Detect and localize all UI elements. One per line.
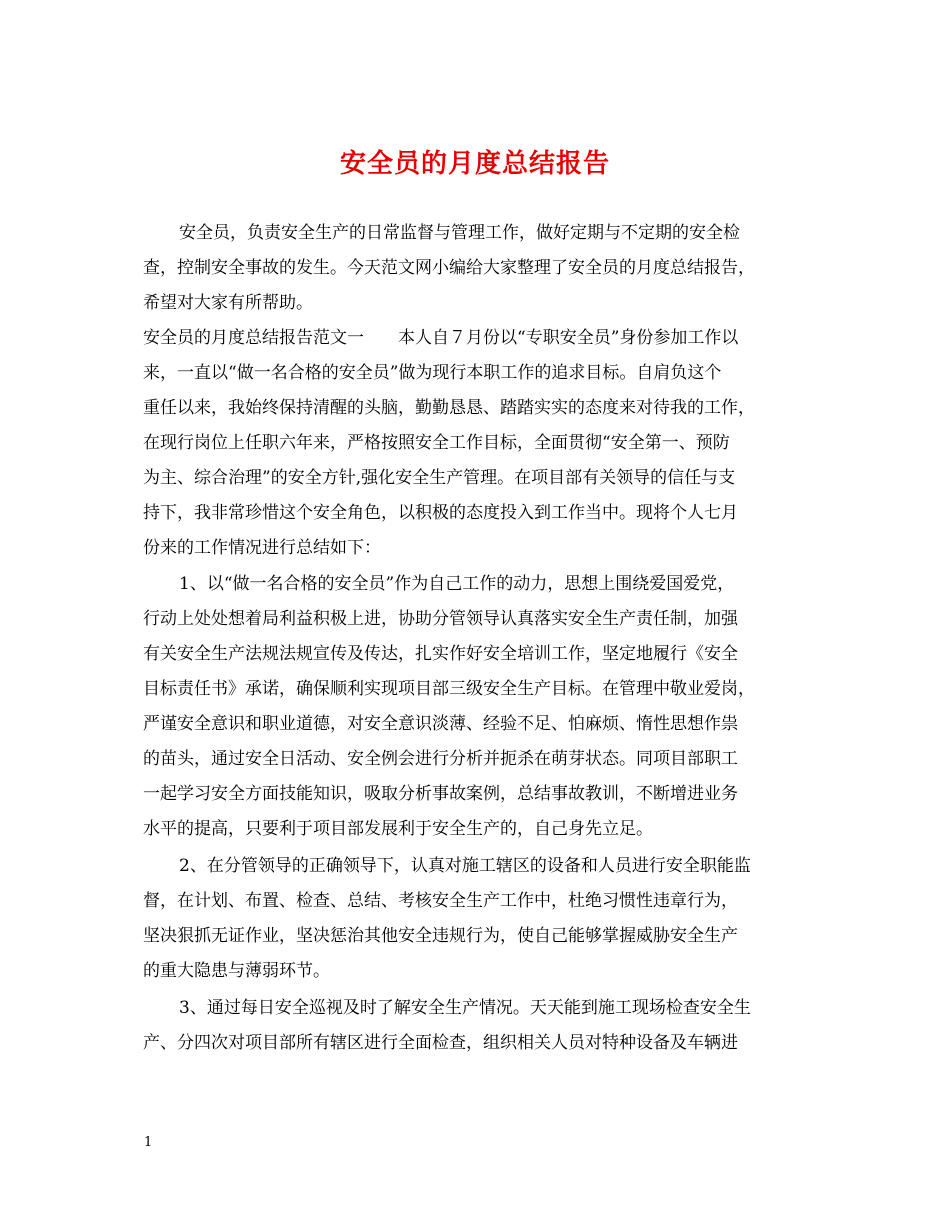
paragraph-line: 在现行岗位上任职六年来，严格按照安全工作目标，全面贯彻“安全第一、预防 — [143, 433, 730, 453]
paragraph-line: 督，在计划、布置、检查、总结、考核安全生产工作中，杜绝习惯性违章行为， — [143, 891, 738, 911]
paragraph-line: 坚决狠抓无证作业，坚决惩治其他安全违规行为，使自己能够掌握威胁安全生产 — [143, 926, 738, 946]
paragraph-line: 份来的工作情况进行总结如下： — [143, 538, 381, 558]
paragraph-line: 严谨安全意识和职业道德，对安全意识淡薄、经验不足、怕麻烦、惰性思想作祟 — [143, 714, 738, 734]
paragraph-line: 为主、综合治理”的安全方针,强化安全生产管理。在项目部有关领导的信任与支 — [143, 468, 736, 488]
paragraph-line: 3、通过每日安全巡视及时了解安全生产情况。天天能到施工现场检查安全生 — [179, 998, 751, 1018]
paragraph-line: 产、分四次对项目部所有辖区进行全面检查，组织相关人员对特种设备及车辆进 — [143, 1033, 738, 1053]
paragraph-line: 一起学习安全方面技能知识，吸取分析事故案例，总结事故教训，不断增进业务 — [143, 784, 738, 804]
paragraph-line: 行动上处处想着局利益积极上进，协助分管领导认真落实安全生产责任制，加强 — [143, 609, 738, 629]
paragraph-line: 来，一直以“做一名合格的安全员”做为现行本职工作的追求目标。自肩负这个 — [143, 363, 722, 383]
page-number: 1 — [144, 1135, 153, 1150]
paragraph-line: 1、以“做一名合格的安全员”作为自己工作的动力，思想上围绕爱国爱党， — [179, 574, 735, 594]
paragraph-line: 目标责任书》承诺，确保顺利实现项目部三级安全生产目标。在管理中敬业爱岗， — [143, 679, 755, 699]
paragraph-line: 有关安全生产法规法规宣传及传达，扎实作好安全培训工作，坚定地履行《安全 — [143, 644, 738, 664]
page-title: 安全员的月度总结报告 — [339, 149, 610, 179]
paragraph-line: 持下，我非常珍惜这个安全角色，以积极的态度投入到工作当中。现将个人七月 — [143, 503, 738, 523]
paragraph-line: 希望对大家有所帮助。 — [143, 293, 313, 313]
paragraph-line: 的重大隐患与薄弱环节。 — [143, 961, 330, 981]
paragraph-line: 水平的提高，只要利于项目部发展利于安全生产的，自己身先立足。 — [143, 819, 653, 839]
paragraph-line: 查，控制安全事故的发生。今天范文网小编给大家整理了安全员的月度总结报告， — [143, 258, 755, 278]
paragraph-line: 的苗头，通过安全日活动、安全例会进行分析并扼杀在萌芽状态。同项目部职工 — [143, 749, 738, 769]
paragraph-line: 安全员的月度总结报告范文一 本人自７月份以“专职安全员”身份参加工作以 — [143, 328, 739, 348]
paragraph-line: 安全员，负责安全生产的日常监督与管理工作，做好定期与不定期的安全检 — [179, 223, 740, 243]
paragraph-line: 2、在分管领导的正确领导下，认真对施工辖区的设备和人员进行安全职能监 — [179, 856, 751, 876]
paragraph-line: 重任以来，我始终保持清醒的头脑，勤勤恳恳、踏踏实实的态度来对待我的工作， — [143, 398, 755, 418]
